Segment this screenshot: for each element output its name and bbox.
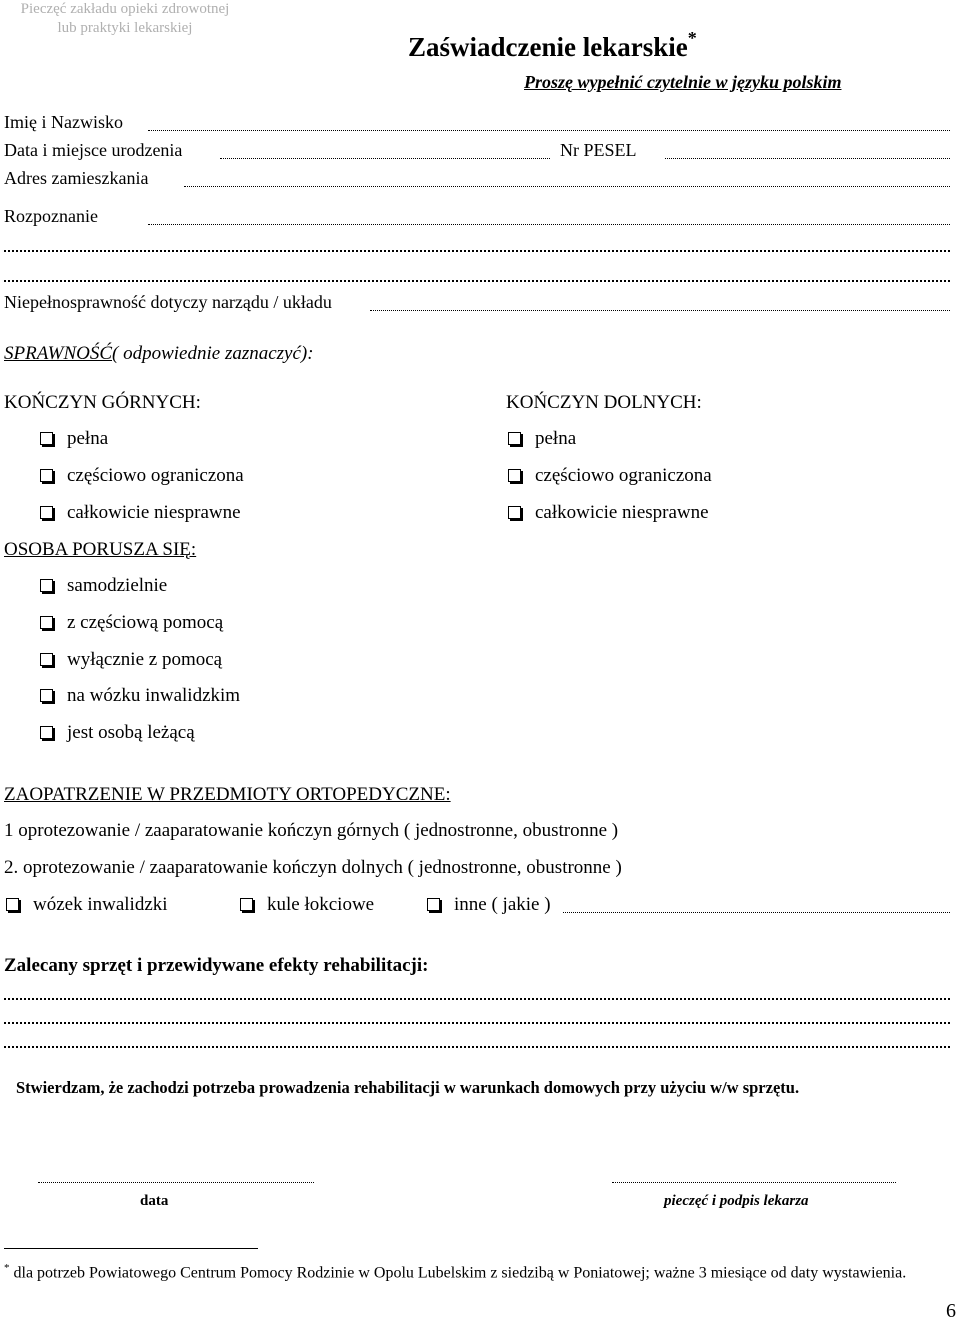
diagnosis-field[interactable] (148, 208, 950, 225)
address-field[interactable] (184, 170, 950, 187)
lower-option-partial[interactable] (508, 465, 712, 487)
checkbox[interactable] (40, 726, 53, 739)
movement-option-only-help[interactable] (40, 649, 222, 671)
lower-option-none[interactable] (508, 502, 709, 524)
movement-option-bedridden[interactable] (40, 722, 195, 744)
orthopedic-item-2: 2. oprotezowanie / zaaparatowanie kończyn dolnych ( jednostronne, obustronne ) (4, 857, 622, 878)
option-label: inne ( jakie ) (454, 894, 551, 915)
checkbox[interactable] (40, 616, 53, 629)
checkbox[interactable] (40, 579, 53, 592)
date-signature-line[interactable] (38, 1168, 314, 1183)
pesel-field[interactable] (665, 142, 950, 159)
checkbox[interactable] (6, 898, 19, 911)
fitness-heading-note: ( odpowiednie zaznaczyć): (112, 343, 314, 364)
checkbox[interactable] (40, 506, 53, 519)
rehab-line-1[interactable] (4, 980, 950, 1000)
document-title (408, 30, 697, 63)
option-label: jest osobą leżącą (67, 722, 195, 743)
movement-option-partial-help[interactable] (40, 612, 223, 634)
lower-limbs-heading: KOŃCZYN DOLNYCH: (506, 392, 702, 413)
footnote-mark: * (4, 1262, 10, 1274)
orthopedic-item-1: 1 oprotezowanie / zaaparatowanie kończyn górnych ( jednostronne, obustronne ) (4, 820, 619, 841)
upper-option-full[interactable] (40, 428, 108, 450)
fitness-heading-text: SPRAWNOŚĆ (4, 343, 113, 364)
checkbox[interactable] (427, 898, 440, 911)
rehab-line-2[interactable] (4, 1004, 950, 1024)
birth-field[interactable] (220, 142, 550, 159)
orthopedic-option-wheelchair[interactable] (6, 894, 168, 916)
date-label: data (140, 1193, 169, 1209)
option-label: wyłącznie z pomocą (67, 649, 223, 670)
fill-instruction: Proszę wypełnić czytelnie w języku polskim (524, 72, 842, 92)
footnote (4, 1258, 934, 1283)
movement-heading: OSOBA PORUSZA SIĘ: (4, 539, 197, 560)
disability-field-label: Niepełnosprawność dotyczy narządu / układu (4, 292, 332, 312)
lower-option-full[interactable] (508, 428, 576, 450)
option-label: samodzielnie (67, 575, 168, 596)
option-label: częściowo ograniczona (535, 465, 712, 486)
diagnosis-line-3[interactable] (4, 262, 950, 282)
rehab-heading: Zalecany sprzęt i przewidywane efekty rehabilitacji: (4, 955, 429, 976)
pesel-field-label: Nr PESEL (560, 140, 637, 160)
orthopedic-option-crutches[interactable] (240, 894, 374, 916)
stamp-line-2: lub praktyki lekarskiej (57, 20, 193, 36)
option-label: pełna (535, 428, 577, 449)
option-label: częściowo ograniczona (67, 465, 244, 486)
checkbox[interactable] (508, 432, 521, 445)
footnote-text: dla potrzeb Powiatowego Centrum Pomocy Rodzinie w Opolu Lubelskim z siedzibą w Poniatowej; ważne 3 miesiące od daty wystawienia. (13, 1264, 907, 1282)
checkbox[interactable] (240, 898, 253, 911)
upper-option-partial[interactable] (40, 465, 244, 487)
option-label: z częściową pomocą (67, 612, 224, 633)
option-label: na wózku inwalidzkim (67, 685, 241, 706)
diagnosis-line-2[interactable] (4, 232, 950, 252)
rehab-statement: Stwierdzam, że zachodzi potrzeba prowadzenia rehabilitacji w warunkach domowych przy użyciu w/w sprzętu. (16, 1078, 800, 1097)
disability-field[interactable] (370, 294, 950, 311)
checkbox[interactable] (40, 689, 53, 702)
orthopedic-option-other[interactable] (427, 894, 551, 916)
name-field[interactable] (148, 114, 950, 131)
orthopedic-heading: ZAOPATRZENIE W PRZEDMIOTY ORTOPEDYCZNE: (4, 784, 451, 805)
title-footnote-mark: * (687, 28, 697, 48)
footnote-separator (4, 1248, 258, 1249)
upper-option-none[interactable] (40, 502, 241, 524)
checkbox[interactable] (508, 469, 521, 482)
address-field-label: Adres zamieszkania (4, 168, 149, 188)
checkbox[interactable] (40, 653, 53, 666)
movement-option-wheelchair[interactable] (40, 685, 240, 707)
doctor-stamp-label: pieczęć i podpis lekarza (664, 1193, 809, 1209)
checkbox[interactable] (508, 506, 521, 519)
checkbox[interactable] (40, 469, 53, 482)
option-label: wózek inwalidzki (33, 894, 168, 915)
stamp-placeholder (10, 0, 240, 38)
option-label: kule łokciowe (267, 894, 375, 915)
doctor-signature-line[interactable] (612, 1168, 896, 1183)
fitness-heading (4, 343, 314, 365)
diagnosis-field-label: Rozpoznanie (4, 206, 98, 226)
option-label: całkowicie niesprawne (535, 502, 709, 523)
orthopedic-other-field[interactable] (563, 896, 950, 913)
movement-option-independent[interactable] (40, 575, 167, 597)
option-label: pełna (67, 428, 109, 449)
checkbox[interactable] (40, 432, 53, 445)
title-text: Zaświadczenie lekarskie (408, 32, 688, 62)
birth-field-label: Data i miejsce urodzenia (4, 140, 183, 160)
option-label: całkowicie niesprawne (67, 502, 241, 523)
rehab-line-3[interactable] (4, 1028, 950, 1048)
upper-limbs-heading: KOŃCZYN GÓRNYCH: (4, 392, 201, 413)
page-number: 6 (946, 1300, 956, 1322)
stamp-line-1: Pieczęć zakładu opieki zdrowotnej (20, 1, 230, 17)
name-field-label: Imię i Nazwisko (4, 112, 123, 132)
